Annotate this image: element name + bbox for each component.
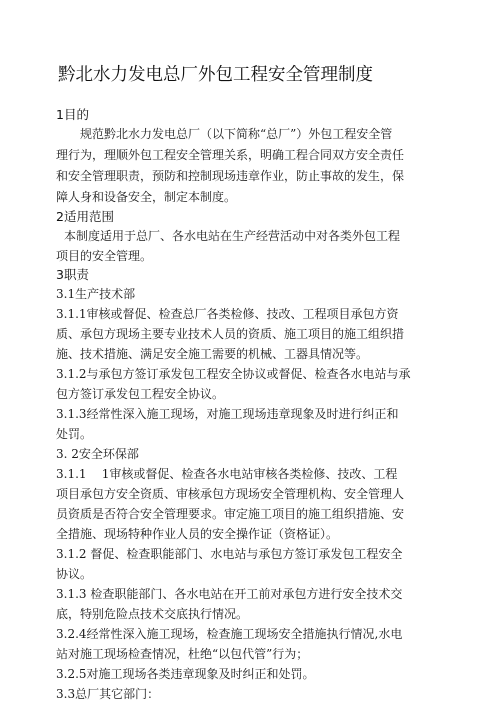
paragraph-line: 和安全管理职责，预防和控制现场违章作业，防止事故的发生，保 (56, 169, 405, 183)
paragraph-line: 3.1.3经常性深入施工现场，对施工现场违章现象及时进行纠正和 (56, 407, 399, 421)
paragraph-line: 处罚。 (56, 427, 93, 441)
paragraph-line: 站对施工现场检查情况，杜绝“以包代管”行为； (56, 647, 309, 661)
paragraph-line: 3.2.4经常性深入施工现场，检查施工现场安全措施执行情况,水电 (56, 627, 403, 641)
paragraph-line: 底，特别危险点技术交底执行情况。 (56, 607, 249, 621)
paragraph-line: 3.1.3 检查职能部门、各水电站在开工前对承包方进行安全技术交 (56, 587, 403, 601)
paragraph-line: 3.1.1 1审核或督促、检查各水电站审核各类检修、技改、工程 (56, 467, 398, 481)
document-title: 黔北水力发电总厂外包工程安全管理制度 (58, 65, 373, 85)
paragraph-line: 质、承包方现场主要专业技术人员的资质、施工项目的施工组织措 (56, 327, 405, 341)
subsection-heading: 3. 2安全环保部 (56, 447, 139, 461)
paragraph-line: 3.1.1审核或督促、检查总厂各类检修、技改、工程项目承包方资 (56, 307, 399, 321)
paragraph-line: 项目承包方安全资质、审核承包方现场安全管理机构、安全管理人 (56, 487, 405, 501)
paragraph-line: 规范黔北水力发电总厂（以下简称“总厂”）外包工程安全管 (80, 127, 393, 141)
paragraph-line: 全措施、现场特种作业人员的安全操作证（资格证）。 (56, 527, 339, 541)
subsection-heading: 3.1生产技术部 (56, 287, 136, 301)
section-heading-scope: 2适用范围 (56, 209, 114, 224)
paragraph-line: 员资质是否符合安全管理要求。审定施工项目的施工组织措施、安 (56, 507, 405, 521)
section-heading-duties: 3职责 (56, 267, 89, 282)
paragraph-line: 协议。 (56, 567, 93, 581)
subsection-heading: 3.3总厂其它部门： (56, 687, 160, 701)
paragraph-line: 包方签订承发包工程安全协议。 (56, 387, 225, 401)
section-heading-purpose: 1目的 (56, 107, 89, 122)
paragraph-line: 障人身和设备安全，制定本制度。 (56, 190, 237, 204)
paragraph-line: 理行为，理顺外包工程安全管理关系，明确工程合同双方安全责任 (56, 148, 405, 162)
paragraph-line: 3.2.5对施工现场各类违章现象及时纠正和处罚。 (56, 667, 315, 681)
paragraph-line: 3.1.2与承包方签订承发包工程安全协议或督促、检查各水电站与承 (56, 367, 411, 381)
paragraph-line: 施、技术措施、满足安全施工需要的机械、工器具情况等。 (56, 347, 369, 361)
paragraph-line: 本制度适用于总厂、各水电站在生产经营活动中对各类外包工程 (64, 229, 401, 243)
paragraph-line: 3.1.2 督促、检查职能部门、水电站与承包方签订承发包工程安全 (56, 547, 403, 561)
paragraph-line: 项目的安全管理。 (56, 249, 153, 263)
